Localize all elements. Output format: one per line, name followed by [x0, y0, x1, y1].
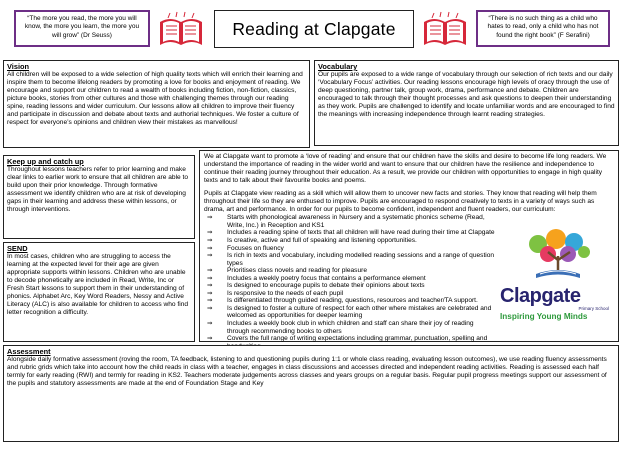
arrow-icon: ⇒ — [207, 214, 213, 222]
curriculum-intro: We at Clapgate want to promote a ‘love of reading’ and ensure that our children have the skills and desire to become life long readers. We understand the importance of reading in the wider world and want to ensure that our children have the resilience and independence to continue their reading journey throughout their education. As a result, we provide our children with opportunities to engage in high quality texts and to talk about their favourite books and poems. — [204, 153, 607, 185]
curriculum-item-text: Is creative, active and full of speaking and listening opportunities. — [227, 236, 417, 244]
quote-right — [476, 10, 610, 47]
curriculum-item-text: Is designed to encourage pupils to debate their opinions about texts — [227, 282, 425, 290]
vision-heading: Vision — [7, 62, 30, 71]
open-book-icon — [156, 12, 206, 48]
curriculum-item-text: Includes a reading spine of texts that all children will have read during their time at Clapgate — [227, 229, 495, 237]
vision-panel — [3, 60, 310, 148]
curriculum-item — [204, 252, 496, 267]
curriculum-item — [204, 237, 496, 245]
quote-left-text: “The more you read, the more you will know, the more you learn, the more you will grow” (Dr Seuss) — [24, 15, 140, 39]
curriculum-item-text: Starts with phonological awareness in Nursery and a systematic phonics scheme (Read, Write, Inc.) in Reception and KS1 — [227, 214, 485, 229]
curriculum-item-text: Is responsive to the needs of each pupil — [227, 289, 344, 297]
logo-subtitle: Primary School — [578, 306, 609, 311]
curriculum-item-text: Is rich in texts and vocabulary, including modelled reading sessions and a range of question types — [227, 252, 495, 267]
assessment-heading: Assessment — [7, 347, 51, 356]
curriculum-item-text: Covers the full range of writing expectations including grammar, punctuation, spelling and — [227, 335, 488, 343]
arrow-icon: ⇒ — [207, 335, 213, 343]
logo-tagline: Inspiring Young Minds — [500, 312, 588, 321]
page-title-box — [214, 10, 414, 48]
assessment-text: Alongside daily formative assessment (roving the room, TA feedback, listening to and questioning pupils during 1:1 or whole class reading, evaluating lesson outcomes), we use reading fluency assessments and rubric grids which take into account how the child reads in class with a teacher, engages in class discussions and accesses directed and independent reading activities. Reading is assessed each half termly for early reading (RWI) and termly for reading in KS2. Teachers moderate judgements across classes and years groups on a regular basis. Regular pupil progress meetings support our assessment of the pupils and statutory assessments are made at the end of Foundation Stage and Key — [7, 356, 607, 388]
arrow-icon: ⇒ — [207, 267, 213, 275]
curriculum-item-text: Includes a weekly poetry focus that contains a performance element — [227, 274, 426, 282]
keep-up-panel — [3, 155, 195, 239]
vocabulary-panel — [314, 60, 619, 146]
quote-right-text: “There is no such thing as a child who hates to read, only a child who has not found the right book” (F Serafini) — [487, 15, 599, 39]
book-tree-icon — [526, 230, 594, 280]
curriculum-item-text: Is designed to foster a culture of respect for each other where mistakes are celebrated and welcomed as opportunities for deeper learning — [227, 304, 492, 320]
curriculum-item-text: Is differentiated through guided reading, questions, resources and teacher/TA support. — [227, 297, 478, 305]
send-panel — [3, 242, 195, 342]
curriculum-item — [204, 305, 496, 320]
curriculum-item — [204, 214, 496, 229]
keep-up-text: Throughout lessons teachers refer to prior learning and make clear links to earlier work to ensure that all children are able to build upon their prior knowledge. Through formative assessment we identify children who are at risk of developing gaps in their learning and address these within lessons, or through interventions. — [7, 166, 189, 214]
vocabulary-heading: Vocabulary — [318, 62, 358, 71]
curriculum-item-text: Focuses on fluency — [227, 244, 284, 252]
arrow-icon: ⇒ — [207, 289, 213, 297]
curriculum-list — [204, 214, 496, 357]
arrow-icon: ⇒ — [207, 304, 213, 312]
page-title: Reading at Clapgate — [232, 18, 396, 39]
logo-name: Clapgate — [500, 285, 581, 307]
arrow-icon: ⇒ — [207, 244, 213, 252]
curriculum-item — [204, 297, 496, 305]
curriculum-item — [204, 245, 496, 253]
open-book-icon — [420, 12, 470, 48]
curriculum-purpose: Pupils at Clapgate view reading as a skill which will allow them to uncover new facts and stories. They know that reading will help them throughout their life so they are enthused to improve. Pupils are encouraged to respond creatively to texts in a variety of ways such as drama, art and performance. In order for our pupils to become confident, independent and fluent readers, our curriculum: — [204, 190, 597, 214]
arrow-icon: ⇒ — [207, 236, 213, 244]
send-text: In most cases, children who are struggling to access the learning at the expected level for their age are given appropriate supports within lessons. Children who are unable to decode phonetically are included in Read, Write, Inc or Fresh Start lessons to support them in their understanding of phonics. Alphabet Arc, Key Word Readers, Nessy and Active Literacy (ALC) is also available for children to access who find letter recognition a difficulty. — [7, 253, 189, 317]
arrow-icon: ⇒ — [207, 282, 213, 290]
arrow-icon: ⇒ — [207, 319, 213, 327]
curriculum-item — [204, 320, 496, 335]
curriculum-item — [204, 290, 496, 298]
vision-text: All children will be exposed to a wide selection of high quality texts which will enrich their learning and inspire them to become lifelong readers by promoting a love for books and enjoyment of reading. We encourage and support our children to read a wealth of books including fiction, non-fiction, classics, picture books, stories from other cultures and those with challenging themes through our reading spine, reading lessons and wider curriculum. Our lessons allow all children to improve their fluency and participate in discussion and debate about texts and authorial techniques. We foster a culture of respect for everyone’s opinions and children view their mistakes as marvellous! — [7, 71, 303, 127]
quote-left — [14, 10, 150, 47]
arrow-icon: ⇒ — [207, 297, 213, 305]
curriculum-item — [204, 267, 496, 275]
assessment-panel — [3, 345, 619, 442]
arrow-icon: ⇒ — [207, 252, 213, 260]
curriculum-item — [204, 229, 496, 237]
curriculum-item-text: Includes a weekly book club in which children and staff can share their joy of reading through recommending books to others — [227, 319, 474, 335]
arrow-icon: ⇒ — [207, 274, 213, 282]
arrow-icon: ⇒ — [207, 229, 213, 237]
vocabulary-text: Our pupils are exposed to a wide range of vocabulary through our selection of rich texts and our daily ‘Vocabulary Focus’ activities. Our reading lessons encourage high levels of oracy through the use of deep questioning, partner talk, group work, drama, performance and debate. Children are encouraged to talk through their thought processes and ask questions to deepen their understanding as they work. Pupils are challenged to identify and locate unfamiliar words and are encouraged to find the meanings with increasing independence through learnt reading strategies. — [318, 71, 615, 119]
school-logo — [500, 286, 615, 324]
curriculum-item-text: Prioritises class novels and reading for pleasure — [227, 267, 368, 275]
curriculum-item — [204, 282, 496, 290]
curriculum-item — [204, 275, 496, 283]
keep-up-heading: Keep up and catch up — [7, 157, 84, 166]
send-heading: SEND — [7, 244, 28, 253]
